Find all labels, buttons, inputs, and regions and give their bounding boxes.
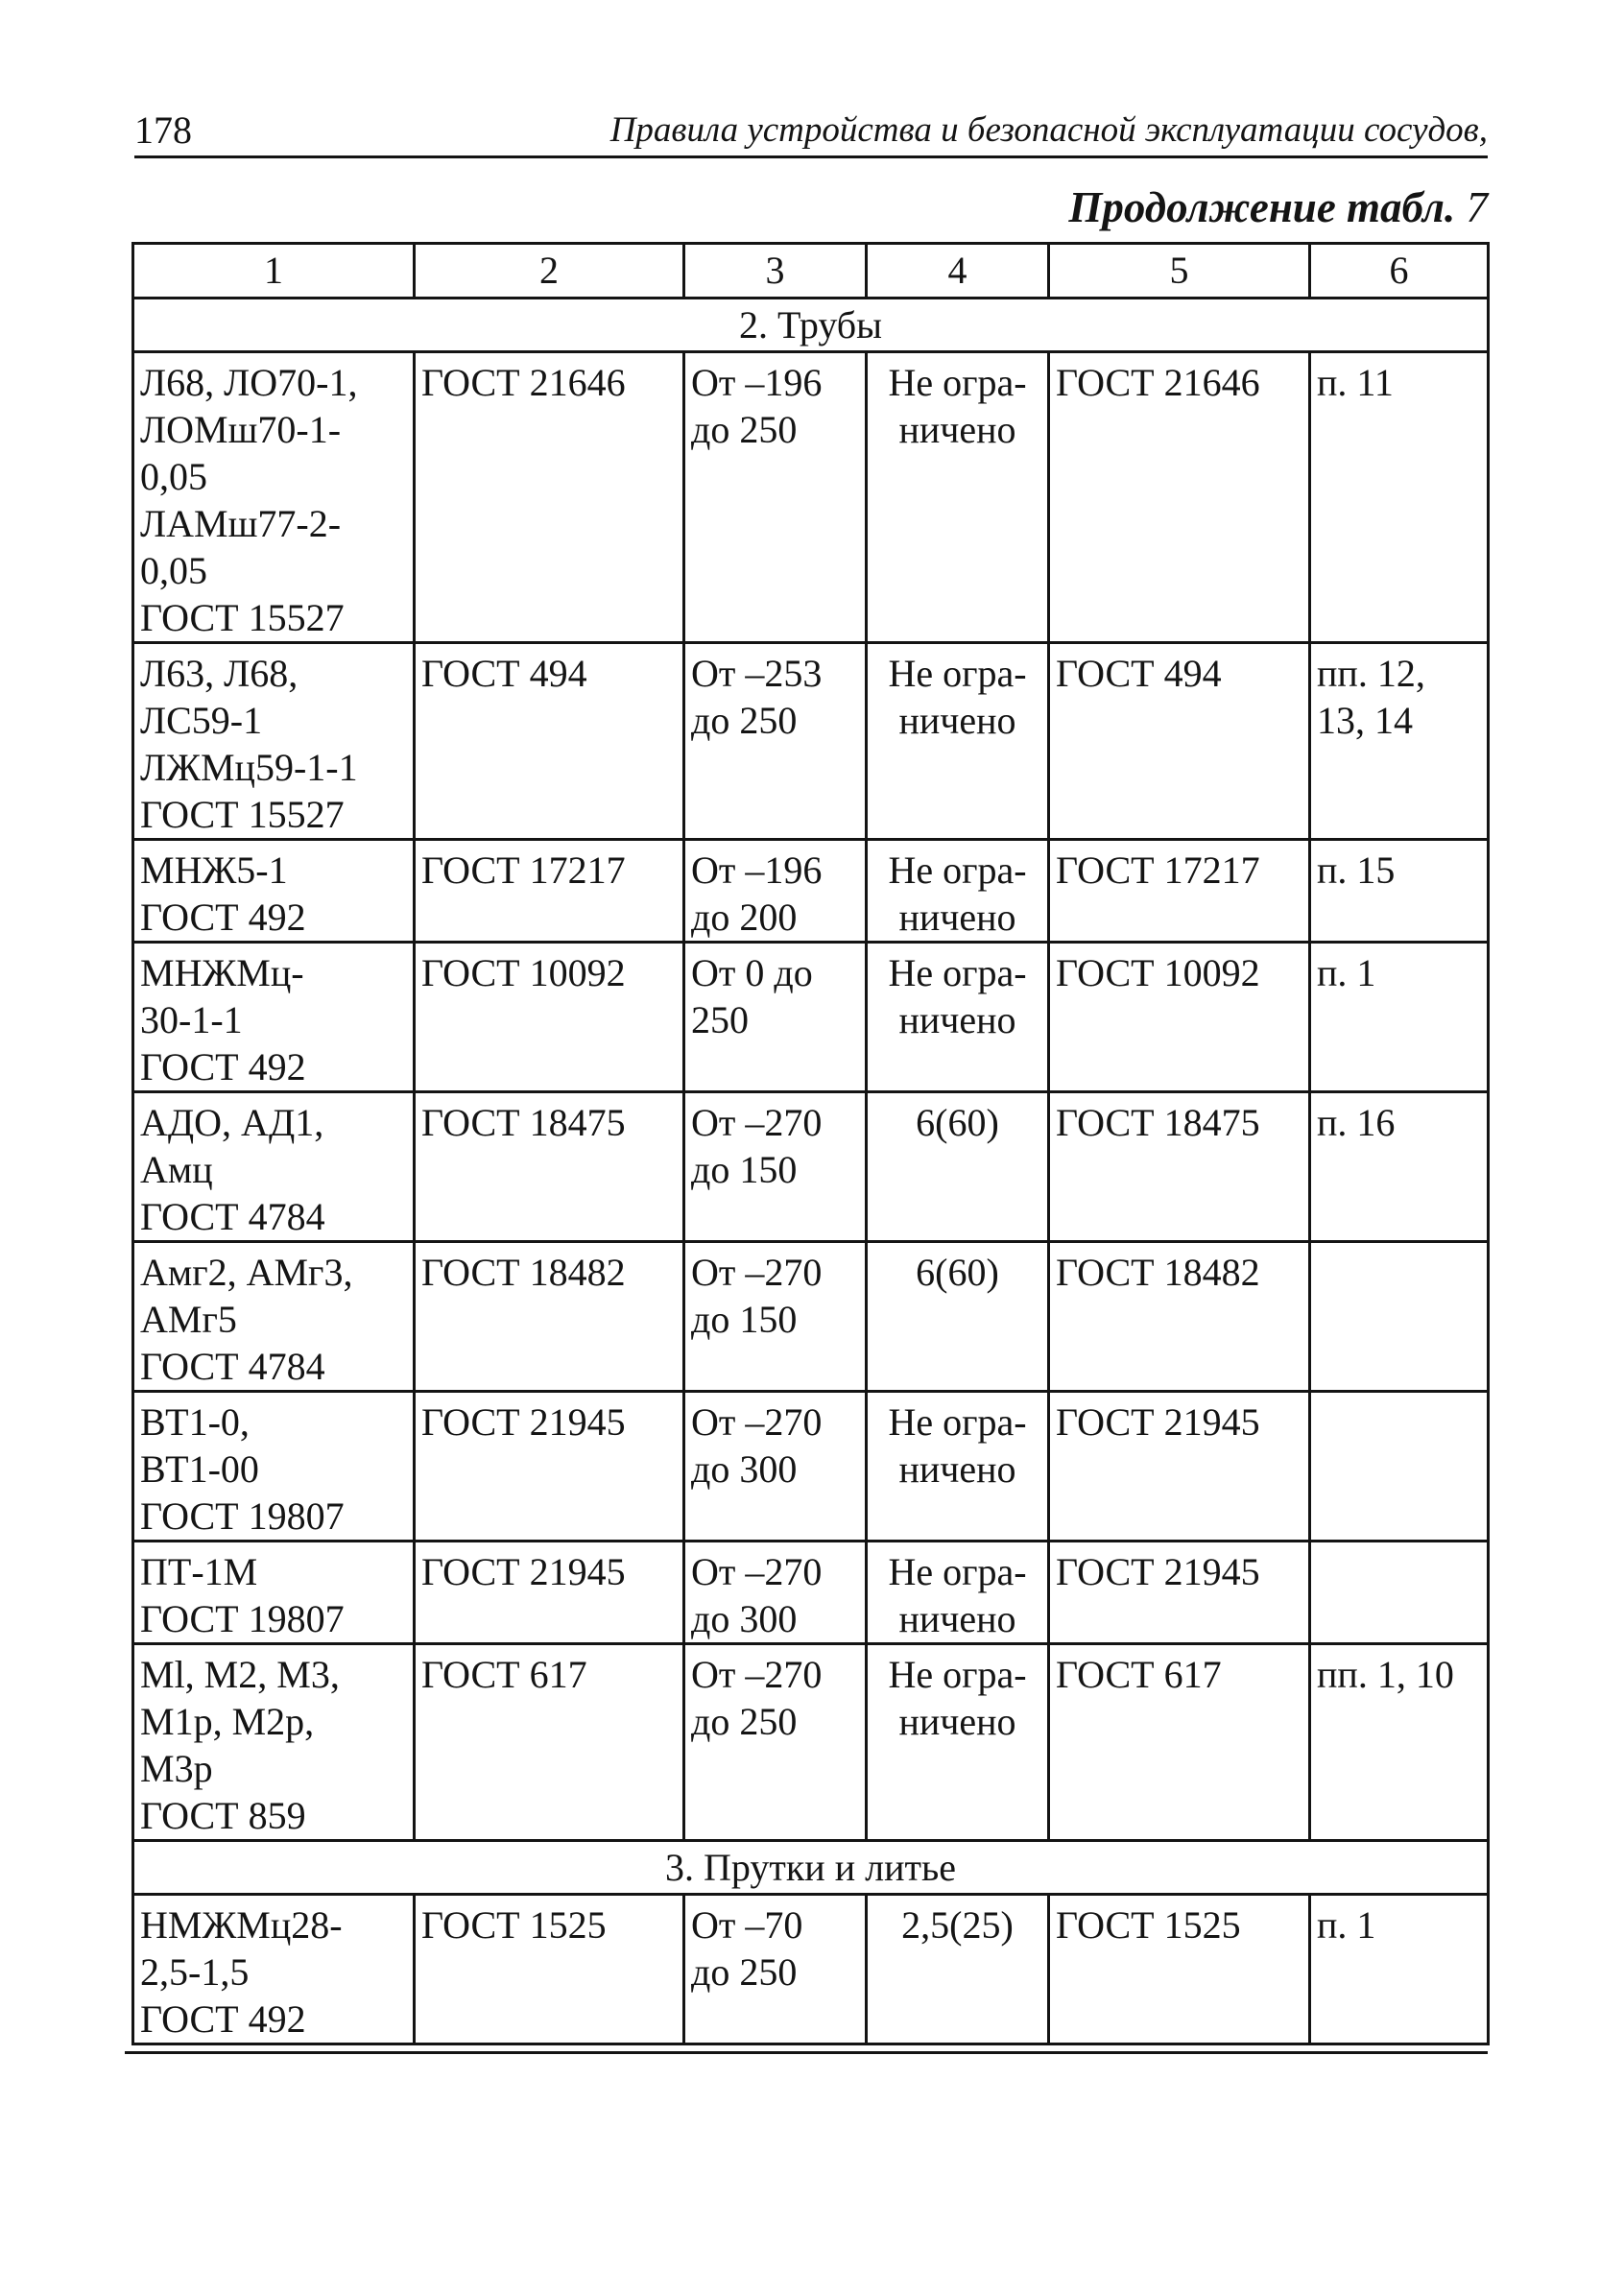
section-title: 2. Трубы	[133, 299, 1489, 352]
table-row	[133, 1644, 1489, 1841]
table-cell-c6: п. 1	[1310, 1895, 1489, 2044]
table-cell-c5: ГОСТ 21646	[1049, 352, 1310, 643]
table-body	[133, 244, 1489, 2044]
page-header	[134, 106, 1488, 155]
table-cell-c4: Не огра- ничено	[867, 1644, 1049, 1841]
table-cell-c3: От –196 до 250	[684, 352, 867, 643]
table-cell-c1: МНЖМц- 30-1-1 ГОСТ 492	[133, 943, 415, 1092]
table-cell-c5: ГОСТ 10092	[1049, 943, 1310, 1092]
column-number-cell: 5	[1049, 244, 1310, 299]
section-row	[133, 299, 1489, 352]
table-cell-c1: АДО, АД1, Амц ГОСТ 4784	[133, 1092, 415, 1242]
table-cell-c2: ГОСТ 17217	[415, 840, 684, 943]
table-cell-c2: ГОСТ 1525	[415, 1895, 684, 2044]
table-cell-c1: НМЖМц28- 2,5-1,5 ГОСТ 492	[133, 1895, 415, 2044]
table-cell-c5: ГОСТ 1525	[1049, 1895, 1310, 2044]
table-cell-c5: ГОСТ 21945	[1049, 1542, 1310, 1644]
table-cell-c1: Амг2, АМг3, АМг5 ГОСТ 4784	[133, 1242, 415, 1392]
table-row	[133, 840, 1489, 943]
table-cell-c3: От –270 до 300	[684, 1392, 867, 1542]
table-caption-label: Продолжение табл.	[1068, 183, 1456, 231]
table-cell-c4: Не огра- ничено	[867, 1542, 1049, 1644]
section-row	[133, 1841, 1489, 1895]
table-row	[133, 1542, 1489, 1644]
table-row	[133, 1392, 1489, 1542]
table-cell-c6: пп. 1, 10	[1310, 1644, 1489, 1841]
table-cell-c5: ГОСТ 494	[1049, 643, 1310, 840]
column-number-row	[133, 244, 1489, 299]
column-number-cell: 3	[684, 244, 867, 299]
table-cell-c1: ВТ1-0, ВТ1-00 ГОСТ 19807	[133, 1392, 415, 1542]
table-cell-c4: 6(60)	[867, 1092, 1049, 1242]
table-cell-c3: От 0 до 250	[684, 943, 867, 1092]
table-cell-c2: ГОСТ 18482	[415, 1242, 684, 1392]
header-rule	[134, 155, 1488, 158]
table-cell-c4: Не огра- ничено	[867, 840, 1049, 943]
table-cell-c5: ГОСТ 617	[1049, 1644, 1310, 1841]
table-cell-c3: От –196 до 200	[684, 840, 867, 943]
table-cell-c4: Не огра- ничено	[867, 352, 1049, 643]
table-row	[133, 643, 1489, 840]
column-number-cell: 6	[1310, 244, 1489, 299]
table-cell-c3: От –270 до 300	[684, 1542, 867, 1644]
table-cell-c2: ГОСТ 617	[415, 1644, 684, 1841]
table-cell-c5: ГОСТ 18482	[1049, 1242, 1310, 1392]
table-row	[133, 943, 1489, 1092]
table-cell-c4: Не огра- ничено	[867, 643, 1049, 840]
table-cell-c5: ГОСТ 18475	[1049, 1092, 1310, 1242]
table-cell-c2: ГОСТ 10092	[415, 943, 684, 1092]
bottom-rule	[125, 2051, 1488, 2054]
table-cell-c3: От –253 до 250	[684, 643, 867, 840]
table-cell-c5: ГОСТ 21945	[1049, 1392, 1310, 1542]
table-row	[133, 352, 1489, 643]
table-caption	[1068, 180, 1488, 234]
table-row	[133, 1895, 1489, 2044]
column-number-cell: 4	[867, 244, 1049, 299]
table-cell-c4: 6(60)	[867, 1242, 1049, 1392]
table-cell-c2: ГОСТ 21945	[415, 1542, 684, 1644]
table-cell-c4: Не огра- ничено	[867, 1392, 1049, 1542]
table-cell-c1: ПТ-1М ГОСТ 19807	[133, 1542, 415, 1644]
section-title: 3. Прутки и литье	[133, 1841, 1489, 1895]
table-cell-c1: МНЖ5-1 ГОСТ 492	[133, 840, 415, 943]
table-cell-c3: От –270 до 250	[684, 1644, 867, 1841]
table-cell-c6: п. 16	[1310, 1092, 1489, 1242]
table-cell-c2: ГОСТ 21646	[415, 352, 684, 643]
table-cell-c4: 2,5(25)	[867, 1895, 1049, 2044]
table-row	[133, 1092, 1489, 1242]
table-cell-c3: От –270 до 150	[684, 1092, 867, 1242]
materials-table	[131, 242, 1490, 2045]
table-cell-c2: ГОСТ 18475	[415, 1092, 684, 1242]
table-cell-c6: п. 15	[1310, 840, 1489, 943]
column-number-cell: 1	[133, 244, 415, 299]
running-title: Правила устройства и безопасной эксплуатации сосудов,	[609, 110, 1488, 150]
table-cell-c3: От –270 до 150	[684, 1242, 867, 1392]
table-cell-c1: Л63, Л68, ЛС59-1 ЛЖМц59-1-1 ГОСТ 15527	[133, 643, 415, 840]
table-cell-c2: ГОСТ 21945	[415, 1392, 684, 1542]
table-row	[133, 1242, 1489, 1392]
table-cell-c1: Л68, ЛО70-1, ЛОМш70-1- 0,05 ЛАМш77-2- 0,05 ГОСТ 15527	[133, 352, 415, 643]
column-number-cell: 2	[415, 244, 684, 299]
table-cell-c6	[1310, 1242, 1489, 1392]
table-cell-c5: ГОСТ 17217	[1049, 840, 1310, 943]
table-caption-number: 7	[1466, 183, 1488, 231]
table-cell-c1: Ml, М2, М3, М1р, М2р, М3р ГОСТ 859	[133, 1644, 415, 1841]
table-cell-c6: п. 11	[1310, 352, 1489, 643]
page-number: 178	[134, 108, 192, 152]
table-cell-c4: Не огра- ничено	[867, 943, 1049, 1092]
table-cell-c3: От –70 до 250	[684, 1895, 867, 2044]
table-cell-c6: пп. 12, 13, 14	[1310, 643, 1489, 840]
table-cell-c6: п. 1	[1310, 943, 1489, 1092]
table-cell-c6	[1310, 1392, 1489, 1542]
table-cell-c6	[1310, 1542, 1489, 1644]
table-cell-c2: ГОСТ 494	[415, 643, 684, 840]
